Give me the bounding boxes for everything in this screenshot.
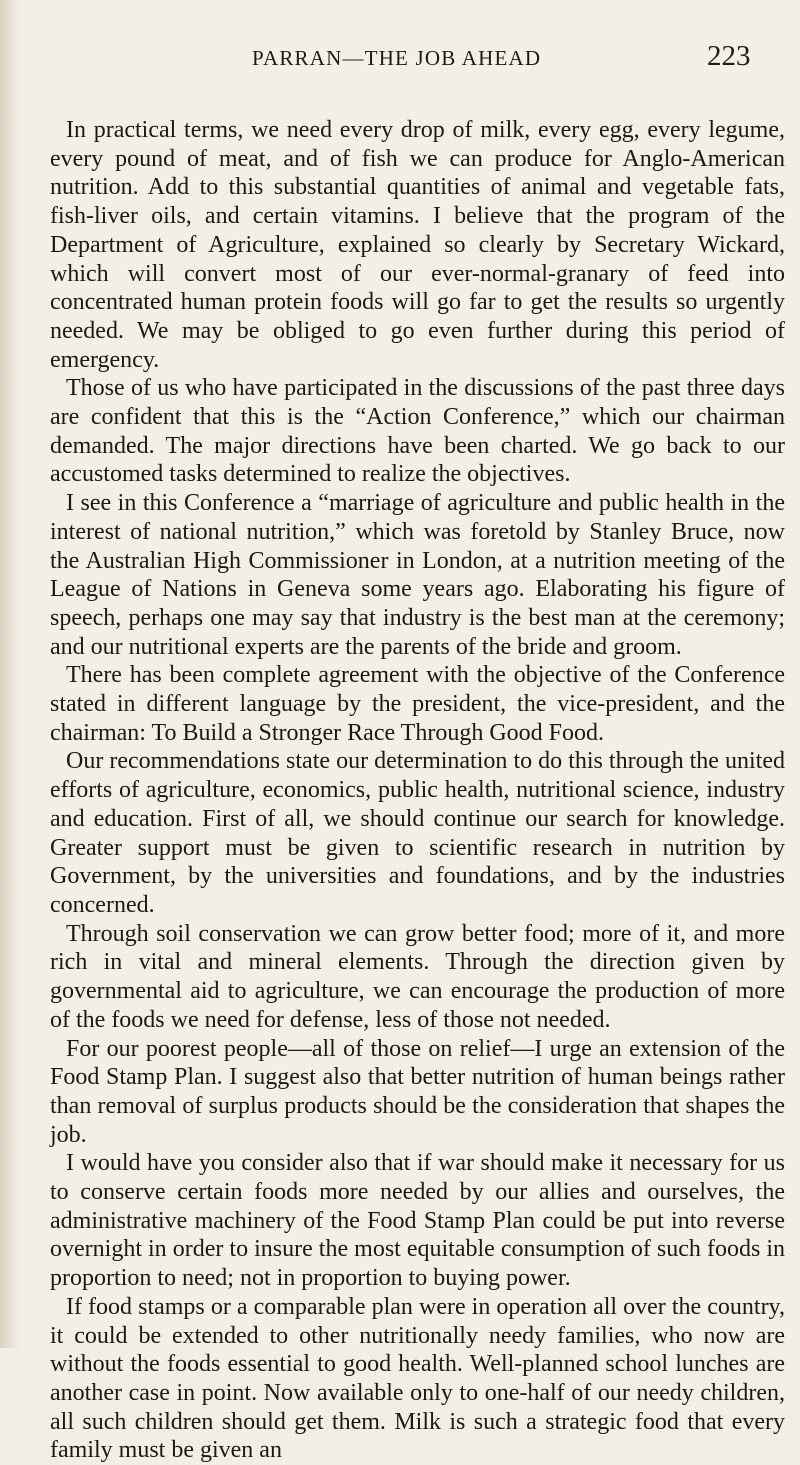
paragraph-1: In practical terms, we need every drop of milk, every egg, every legume, every pound of meat, and of fish we can produce for Anglo-American nutrition. Add to this substantial quantities of animal and vegetable fats, fish-liver oils, and certain vitamins. I believe that the program of the Department of Agriculture, explained so clearly by Secretary Wickard, which will convert most of our ever-normal-granary of feed into concentrated human protein foods will go far to get the results so urgently needed. We may be obliged to go even further during this period of emergency. — [50, 117, 785, 373]
paragraph-2: Those of us who have participated in the discussions of the past three days are confident that this is the “Action Conference,” which our chairman demanded. The major directions have been charted. We go back to our accustomed tasks determined to realize the objectives. — [50, 375, 785, 488]
running-head — [0, 40, 800, 70]
page-number: 223 — [707, 40, 751, 72]
paragraph-9: If food stamps or a comparable plan were in operation all over the country, it could be extended to other nutritionally needy families, who now are without the foods essential to good health. Well-planned school lunches are another case in point. Now available only to one-half of our needy children, all such children should get them. Milk is such a strategic food that every family must be given an — [50, 1293, 785, 1464]
paragraph-4: There has been complete agreement with the objective of the Conference stated in different language by the president, the vice-president, and the chairman: To Build a Stronger Race Through Good Food. — [50, 662, 785, 746]
body-text — [50, 116, 785, 1465]
paragraph-3: I see in this Conference a “marriage of agriculture and public health in the interest of national nutrition,” which was foretold by Stanley Bruce, now the Australian High Commissioner in London, at a nutrition meeting of the League of Nations in Geneva some years ago. Elaborating his figure of speech, perhaps one may say that industry is the best man at the ceremony; and our nutritional experts are the parents of the bride and groom. — [50, 490, 785, 660]
paragraph-6: Through soil conservation we can grow better food; more of it, and more rich in vital and mineral elements. Through the direction given by governmental aid to agriculture, we can encourage the production of more of the foods we need for defense, less of those not needed. — [50, 920, 785, 1033]
paragraph-5: Our recommendations state our determination to do this through the united efforts of agriculture, economics, public health, nutritional science, industry and education. First of all, we should continue our search for knowledge. Greater support must be given to scientific research in nutrition by Government, by the universities and foundations, and by the industries concerned. — [50, 748, 785, 918]
page-gutter-shadow — [0, 0, 22, 1348]
paragraph-8: I would have you consider also that if war should make it necessary for us to conserve certain foods more needed by our allies and ourselves, the administrative machinery of the Food Stamp Plan could be put into reverse overnight in order to insure the most equitable consumption of such foods in proportion to need; not in proportion to buying power. — [50, 1150, 785, 1292]
paragraph-7: For our poorest people—all of those on relief—I urge an extension of the Food Stamp Plan. I suggest also that better nutrition of human beings rather than removal of surplus products should be the consideration that shapes the job. — [50, 1035, 785, 1148]
running-title: PARRAN—THE JOB AHEAD — [252, 46, 542, 70]
